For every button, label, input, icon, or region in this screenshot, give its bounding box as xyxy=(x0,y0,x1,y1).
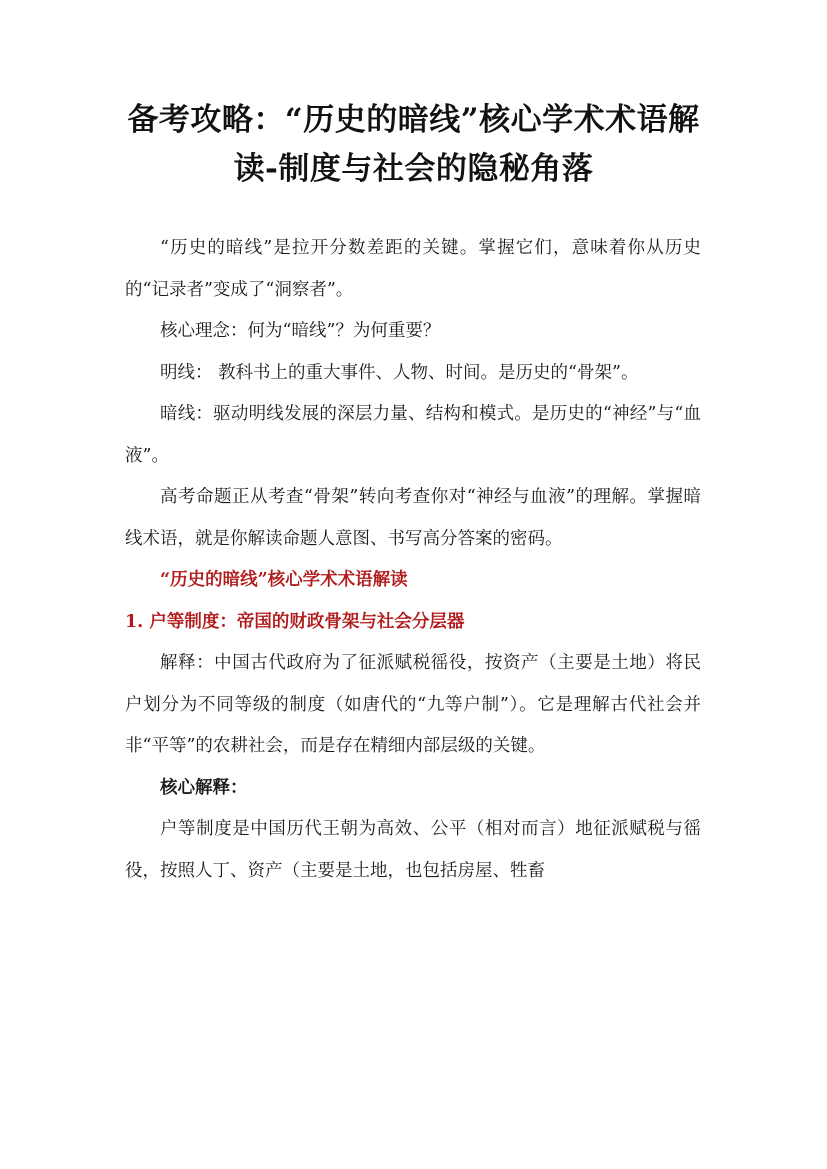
section-1-core-label: 核心解释： xyxy=(160,777,248,798)
section-1-core-text: 户等制度是中国历代王朝为高效、公平（相对而言）地征派赋税与徭役，按照人丁、资产（主要是土地，也包括房屋、牲畜 xyxy=(125,819,701,881)
document-body xyxy=(125,228,701,892)
document-title xyxy=(110,96,717,194)
terms-subheading: “历史的暗线”核心学术术语解读 xyxy=(160,570,408,590)
core-idea-paragraph: 核心理念：何为“暗线”？为何重要？ xyxy=(160,321,441,341)
dark-line-paragraph: 暗线：驱动明线发展的深层力量、结构和模式。是历史的“神经”与“血液”。 xyxy=(125,404,701,466)
section-1-explanation: 解释：中国古代政府为了征派赋税徭役，按资产（主要是土地）将民户划分为不同等级的制度（如唐代的“九等户制”）。它是理解古代社会并非“平等”的农耕社会，而是存在精细内部层级的关键。 xyxy=(125,653,701,756)
section-1-heading: 1. 户等制度：帝国的财政骨架与社会分层器 xyxy=(125,611,465,632)
exam-shift-paragraph: 高考命题正从考查“骨架”转向考查你对“神经与血液”的理解。掌握暗线术语，就是你解读命题人意图、书写高分答案的密码。 xyxy=(125,487,701,549)
title-line-1: 备考攻略：“历史的暗线”核心学术术语解 xyxy=(127,102,700,138)
title-line-2: 读-制度与社会的隐秘角落 xyxy=(233,151,594,187)
bright-line-paragraph: 明线： 教科书上的重大事件、人物、时间。是历史的“骨架”。 xyxy=(160,362,639,383)
intro-paragraph: “历史的暗线”是拉开分数差距的关键。掌握它们，意味着你从历史的“记录者”变成了“洞察者”。 xyxy=(125,238,701,300)
